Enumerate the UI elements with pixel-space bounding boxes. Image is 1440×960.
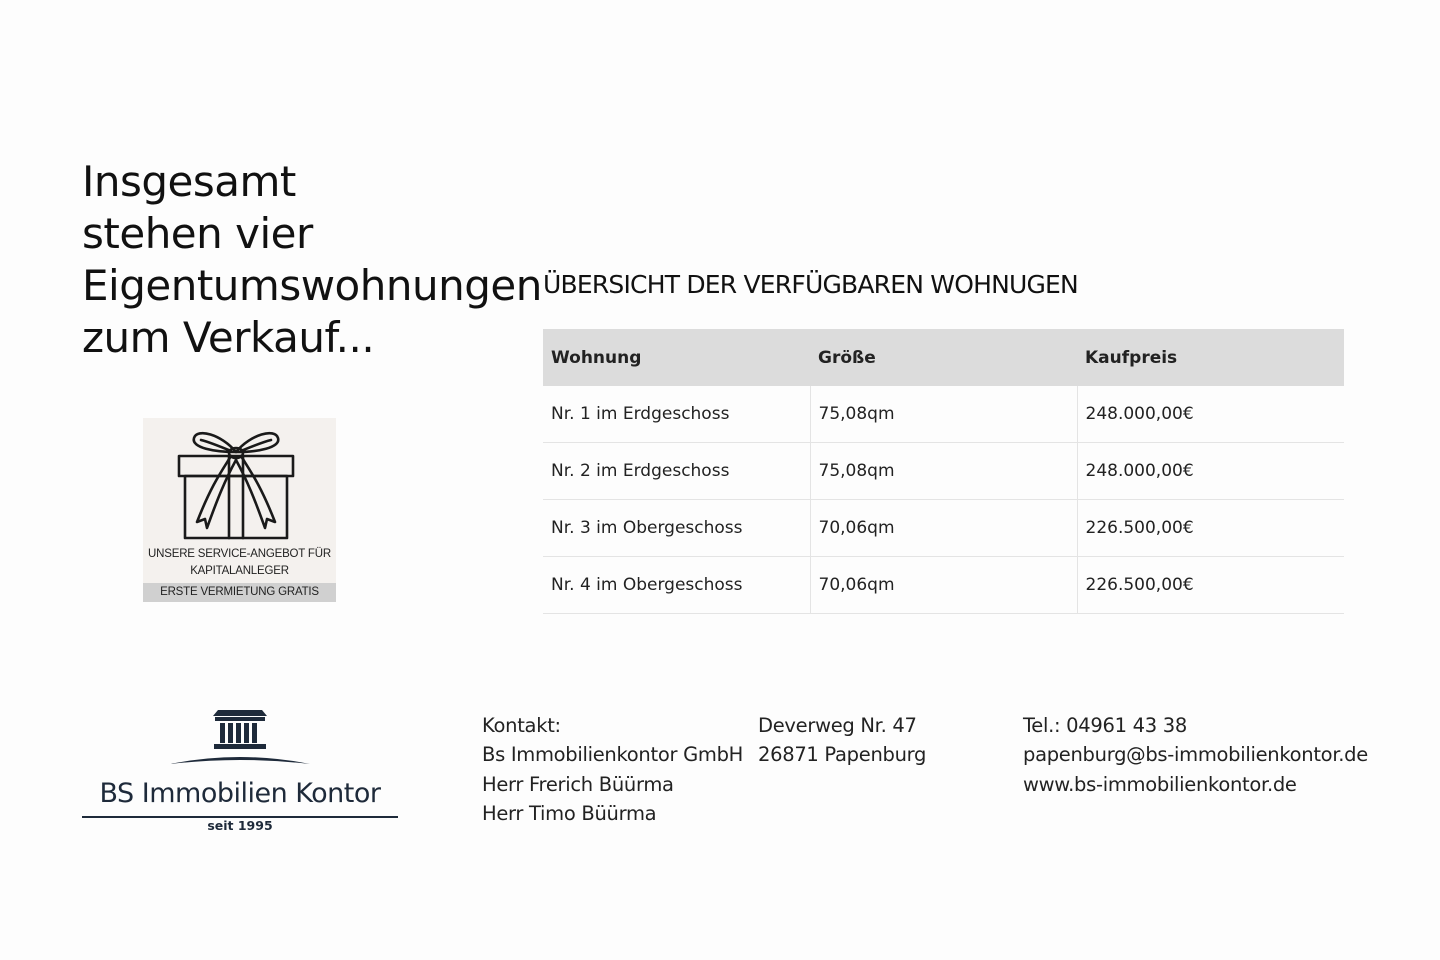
company-name: BS Immobilien Kontor [99, 778, 381, 809]
price-cell: 248.000,00€ [1077, 386, 1344, 443]
size-cell: 75,08qm [810, 443, 1077, 500]
gift-icon [175, 424, 303, 552]
contact-label: Kontakt: [482, 714, 561, 737]
apartments-table [543, 329, 1344, 614]
size-cell: 75,08qm [810, 386, 1077, 443]
service-offer-line: UNSERE SERVICE-ANGEBOT FÜR [148, 548, 331, 560]
address-street: Deverweg Nr. 47 [758, 714, 917, 737]
apartment-cell: Nr. 2 im Erdgeschoss [543, 443, 810, 500]
table-header-row [543, 329, 1344, 386]
contact-company [482, 711, 743, 828]
apartment-cell: Nr. 3 im Obergeschoss [543, 500, 810, 557]
table-row [543, 557, 1344, 614]
price-cell: 226.500,00€ [1077, 557, 1344, 614]
headline-line: zum Verkauf... [82, 313, 375, 362]
headline [82, 156, 542, 364]
company-logo [82, 704, 398, 834]
address-city: 26871 Papenburg [758, 743, 927, 767]
company-since: seit 1995 [207, 818, 273, 833]
contact-person: Herr Frerich Büürma [482, 772, 674, 796]
price-cell: 226.500,00€ [1077, 500, 1344, 557]
service-offer-text [143, 546, 336, 580]
column-header-size: Größe [810, 329, 1077, 386]
table-row [543, 443, 1344, 500]
service-offer-badge [143, 418, 336, 602]
table-row [543, 500, 1344, 557]
contact-company-name: Bs Immobilienkontor GmbH [482, 743, 744, 767]
apartment-cell: Nr. 4 im Obergeschoss [543, 557, 810, 614]
headline-line: Eigentumswohnungen [82, 261, 542, 310]
table-row [543, 386, 1344, 443]
size-cell: 70,06qm [810, 500, 1077, 557]
size-cell: 70,06qm [810, 557, 1077, 614]
contact-phone: Tel.: 04961 43 38 [1023, 714, 1187, 737]
column-header-apartment: Wohnung [543, 329, 810, 386]
price-cell: 248.000,00€ [1077, 443, 1344, 500]
apartment-cell: Nr. 1 im Erdgeschoss [543, 386, 810, 443]
service-offer-line: KAPITALANLEGER [190, 565, 289, 577]
headline-line: stehen vier [82, 209, 313, 258]
headline-line: Insgesamt [82, 157, 296, 206]
contact-person: Herr Timo Büürma [482, 801, 657, 825]
contact-details [1023, 711, 1368, 799]
contact-website-link[interactable]: www.bs-immobilienkontor.de [1023, 772, 1297, 796]
contact-email-link[interactable]: papenburg@bs-immobilienkontor.de [1023, 743, 1368, 767]
contact-address [758, 711, 926, 770]
column-header-price: Kaufpreis [1077, 329, 1344, 386]
columns-building-icon [170, 704, 310, 766]
service-offer-band: ERSTE VERMIETUNG GRATIS [143, 583, 336, 602]
table-title: ÜBERSICHT DER VERFÜGBAREN WOHNUGEN [543, 270, 1078, 299]
